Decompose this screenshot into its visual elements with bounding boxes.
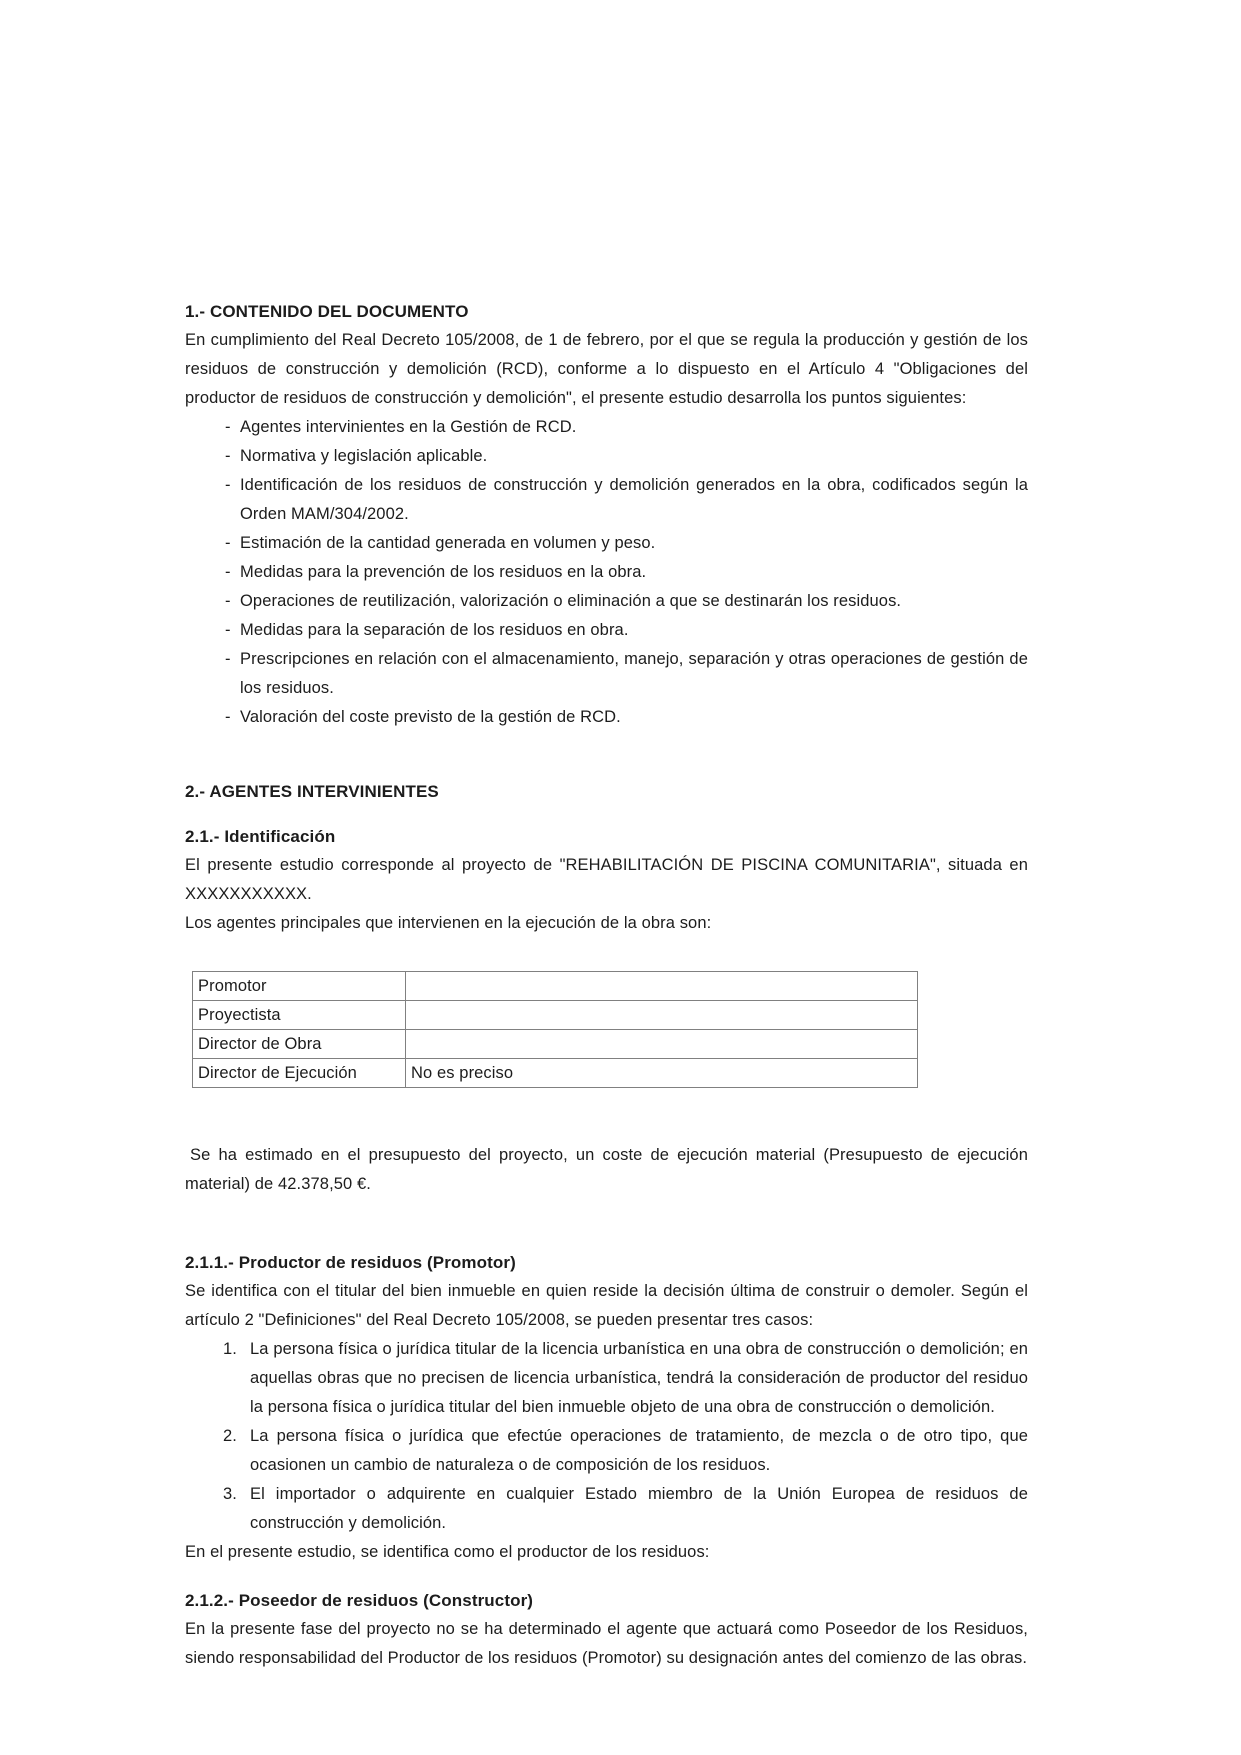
productor-paragraph-1: Se identifica con el titular del bien inmueble en quien reside la decisión última de construir o demoler. Según el artículo 2 "Definiciones" del Real Decreto 105/2008, se pueden presentar tres casos: <box>185 1282 1028 1329</box>
list-item <box>185 471 1028 529</box>
presupuesto-paragraph: Se ha estimado en el presupuesto del proyecto, un coste de ejecución material (Presupuesto de ejecución material) de 42.378,50 €. <box>185 1146 1028 1193</box>
list-item-text: Valoración del coste previsto de la gestión de RCD. <box>240 708 621 726</box>
list-item-text: Medidas para la separación de los residuos en obra. <box>240 621 629 639</box>
dash-marker: - <box>225 418 231 436</box>
dash-marker: - <box>225 708 231 726</box>
heading-contenido-documento: 1.- CONTENIDO DEL DOCUMENTO <box>185 302 469 321</box>
numbered-list-item <box>185 1480 1028 1538</box>
list-item-text: Agentes intervinientes en la Gestión de RCD. <box>240 418 577 436</box>
table-row <box>193 1030 918 1059</box>
identificacion-paragraph-2: Los agentes principales que intervienen en la ejecución de la obra son: <box>185 914 712 932</box>
intro-paragraph: En cumplimiento del Real Decreto 105/2008, de 1 de febrero, por el que se regula la producción y gestión de los residuos de construcción y demolición (RCD), conforme a lo dispuesto en el Artículo 4 "Obligaciones del productor de residuos de construcción y demolición", el presente estudio desarrolla los puntos siguientes: <box>185 331 1028 407</box>
numbered-list-item <box>185 1422 1028 1480</box>
heading-agentes-intervinientes: 2.- AGENTES INTERVINIENTES <box>185 782 439 801</box>
number-marker: 3. <box>223 1485 237 1503</box>
agent-value-cell: No es preciso <box>406 1059 918 1088</box>
agent-value-cell <box>406 1030 918 1059</box>
list-item <box>185 529 1028 558</box>
dash-marker: - <box>225 650 231 668</box>
heading-poseedor-residuos: 2.1.2.- Poseedor de residuos (Constructor) <box>185 1591 534 1610</box>
list-item <box>185 442 1028 471</box>
productor-paragraph-2: En el presente estudio, se identifica como el productor de los residuos: <box>185 1543 710 1561</box>
agent-role-cell: Promotor <box>193 972 406 1001</box>
agents-table <box>192 971 918 1088</box>
list-item-text: Medidas para la prevención de los residuos en la obra. <box>240 563 647 581</box>
list-item <box>185 645 1028 703</box>
dash-marker: - <box>225 563 231 581</box>
dash-marker: - <box>225 621 231 639</box>
dash-marker: - <box>225 476 231 494</box>
list-item-text: Normativa y legislación aplicable. <box>240 447 488 465</box>
list-item <box>185 558 1028 587</box>
list-item-text: El importador o adquirente en cualquier Estado miembro de la Unión Europea de residuos de construcción y demolición. <box>250 1485 1028 1532</box>
identificacion-paragraph-1: El presente estudio corresponde al proyecto de "REHABILITACIÓN DE PISCINA COMUNITARIA", situada en XXXXXXXXXXX. <box>185 856 1028 903</box>
list-item-text: Identificación de los residuos de construcción y demolición generados en la obra, codificados según la Orden MAM/304/2002. <box>240 476 1028 523</box>
contents-bullet-list <box>185 413 1028 732</box>
agent-role-cell: Director de Obra <box>193 1030 406 1059</box>
agent-role-cell: Proyectista <box>193 1001 406 1030</box>
list-item-text: Prescripciones en relación con el almacenamiento, manejo, separación y otras operaciones de gestión de los residuos. <box>240 650 1028 697</box>
productor-numbered-list <box>185 1335 1028 1538</box>
list-item <box>185 703 1028 732</box>
number-marker: 2. <box>223 1427 237 1445</box>
list-item-text: Estimación de la cantidad generada en volumen y peso. <box>240 534 656 552</box>
document-content <box>185 297 1028 1673</box>
numbered-list-item <box>185 1335 1028 1422</box>
list-item-text: La persona física o jurídica titular de la licencia urbanística en una obra de construcción o demolición; en aquellas obras que no precisen de licencia urbanística, tendrá la consideración de productor del residuo la persona física o jurídica titular del bien inmueble objeto de una obra de construcción o demolición. <box>250 1340 1028 1416</box>
list-item <box>185 413 1028 442</box>
heading-identificacion: 2.1.- Identificación <box>185 827 336 846</box>
poseedor-paragraph: En la presente fase del proyecto no se ha determinado el agente que actuará como Poseedor de los Residuos, siendo responsabilidad del Productor de los residuos (Promotor) su designación antes del comienzo de las obras. <box>185 1620 1028 1667</box>
list-item <box>185 616 1028 645</box>
agent-role-cell: Director de Ejecución <box>193 1059 406 1088</box>
list-item-text: La persona física o jurídica que efectúe operaciones de tratamiento, de mezcla o de otro tipo, que ocasionen un cambio de naturaleza o de composición de los residuos. <box>250 1427 1028 1474</box>
table-row <box>193 1059 918 1088</box>
dash-marker: - <box>225 447 231 465</box>
table-row <box>193 972 918 1001</box>
agent-value-cell <box>406 1001 918 1030</box>
agent-value-cell <box>406 972 918 1001</box>
list-item-text: Operaciones de reutilización, valorización o eliminación a que se destinarán los residuos. <box>240 592 902 610</box>
dash-marker: - <box>225 534 231 552</box>
number-marker: 1. <box>223 1340 237 1358</box>
table-row <box>193 1001 918 1030</box>
dash-marker: - <box>225 592 231 610</box>
heading-productor-residuos: 2.1.1.- Productor de residuos (Promotor) <box>185 1253 516 1272</box>
list-item <box>185 587 1028 616</box>
